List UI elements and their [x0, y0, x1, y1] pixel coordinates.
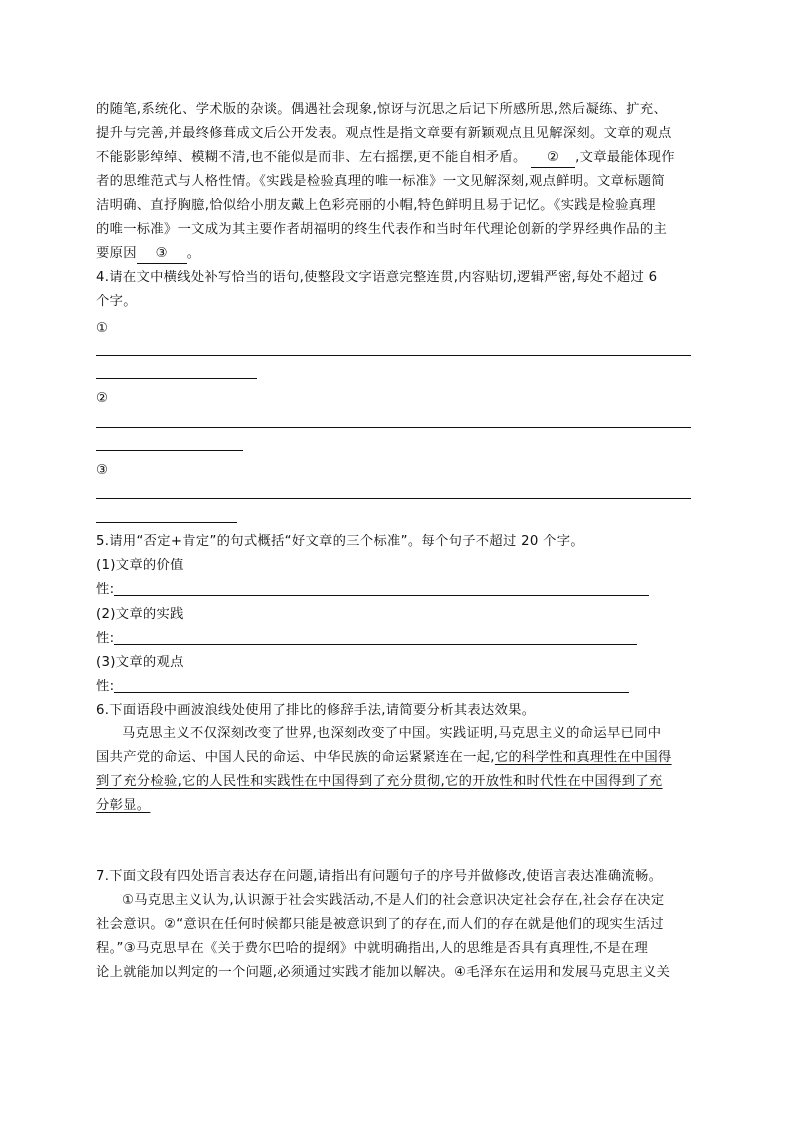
- q7-paragraph-line: 程。”③马克思早在《关于费尔巴哈的提纲》中就明确指出,人的思维是否具有真理性,不是在理: [96, 941, 649, 956]
- answer-line[interactable]: [96, 522, 237, 523]
- q7-paragraph-line: 社会意识。②“意识在任何时候都只能是被意识到了的存在,而人们的存在就是他们的现实生活过: [96, 917, 664, 932]
- answer-line[interactable]: [96, 355, 691, 356]
- passage-line: [96, 243, 200, 265]
- passage-line: 者的思维范式与人格性情。《实践是检验真理的唯一标准》一文见解深刻,观点鲜明。文章标题简: [96, 174, 665, 189]
- question-4-stem: 4.请在文中横线处补写恰当的语句,使整段文字语意完整连贯,内容贴切,逻辑严密,每处不超过 6: [96, 270, 658, 285]
- question-6-stem: 6.下面语段中画波浪线处使用了排比的修辞手法,请简要分析其表达效果。: [96, 703, 536, 718]
- answer-line[interactable]: [114, 581, 649, 596]
- answer-line[interactable]: [96, 427, 691, 428]
- passage-text: 不能影影绰绰、模糊不清,也不能似是而非、左右摇摆,更不能自相矛盾。: [96, 150, 527, 165]
- answer-line[interactable]: [96, 378, 257, 379]
- passage-text: 要原因: [96, 246, 137, 261]
- blank-2: ②: [531, 149, 575, 168]
- q6-paragraph-line: 国共产党的命运、中国人民的命运、中华民族的命运紧紧连在一起,它的科学性和真理性在中国得: [96, 750, 672, 765]
- answer-line[interactable]: [96, 498, 691, 499]
- q5-item-label: (3)文章的观点: [96, 655, 184, 670]
- passage-line: 提升与完善,并最终修葺成文后公开发表。观点性是指文章要有新颖观点且见解深刻。文章的观点: [96, 126, 672, 141]
- answer-line[interactable]: [114, 678, 629, 693]
- question-5-stem: 5.请用“否定+肯定”的句式概括“好文章的三个标准”。每个句子不超过 20 个字。: [96, 534, 584, 549]
- passage-line: 的随笔,系统化、学术版的杂谈。偶遇社会现象,惊讶与沉思之后记下所感所思,然后凝练、扩充、: [96, 102, 668, 117]
- passage-line: 的唯一标准》一文成为其主要作者胡福明的终生代表作和当时年代理论创新的学界经典作品的主: [96, 222, 668, 237]
- q5-item-answer: 性:: [96, 579, 649, 601]
- q5-item-label: (1)文章的价值: [96, 558, 184, 573]
- q6-paragraph-line: 马克思主义不仅深刻改变了世界,也深刻改变了中国。实践证明,马克思主义的命运早已同中: [122, 726, 662, 741]
- passage-text: 。: [186, 246, 201, 261]
- passage-line: [96, 147, 675, 169]
- passage-text: ,文章最能体现作: [575, 150, 675, 165]
- wavy-underlined-text: 分彰显。: [96, 798, 151, 813]
- wavy-underlined-text: 到了充分检验,它的人民性和实践性在中国得到了充分贯彻,它的开放性和时代性在中国得到了充: [96, 774, 663, 789]
- answer-mark-1: ①: [96, 321, 109, 336]
- answer-line[interactable]: [96, 450, 243, 451]
- q7-paragraph-line: ①马克思主义认为,认识源于社会实践活动,不是人们的社会意识决定社会存在,社会存在决定: [122, 893, 665, 908]
- q5-item-answer: 性:: [96, 676, 629, 698]
- q7-paragraph-line: 论上就能加以判定的一个问题,必须通过实践才能加以解决。④毛泽东在运用和发展马克思主义关: [96, 965, 671, 980]
- passage-line: 洁明确、直抒胸臆,恰似给小朋友戴上色彩亮丽的小帽,特色鲜明且易于记忆。《实践是检验真理: [96, 198, 656, 213]
- blank-3: ③: [137, 245, 187, 264]
- q5-item-answer: 性:: [96, 628, 637, 650]
- wavy-underlined-text: 它的科学性和真理性在中国得: [494, 750, 672, 765]
- answer-mark-2: ②: [96, 391, 109, 406]
- answer-line[interactable]: [114, 630, 637, 645]
- question-7-stem: 7.下面文段有四处语言表达存在问题,请指出有问题句子的序号并做修改,使语言表达准确流畅。: [96, 869, 663, 884]
- question-4-stem: 个字。: [96, 294, 137, 309]
- answer-mark-3: ③: [96, 463, 109, 478]
- q5-item-label: (2)文章的实践: [96, 607, 184, 622]
